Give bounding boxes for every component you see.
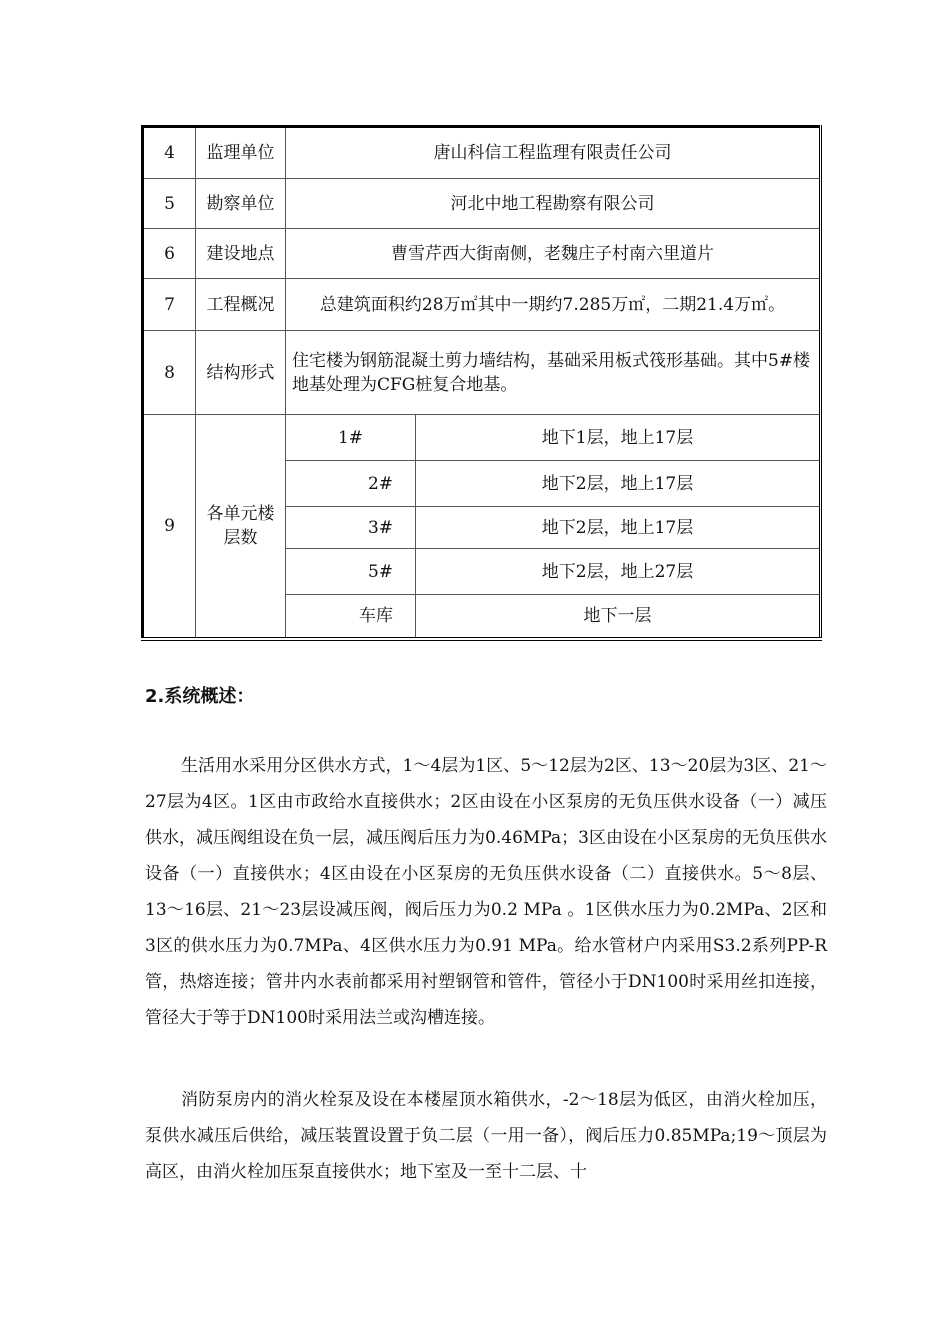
- paragraph-water-supply: 生活用水采用分区供水方式，1～4层为1区、5～12层为2区、13～20层为3区、21～27层为4区。1区由市政给水直接供水；2区由设在小区泵房的无负压供水设备（一）减压供水，减压阀组设在负一层，减压阀后压力为0.46MPa；3区由设在小区泵房的无负压供水设备（一）直接供水；4区由设在小区泵房的无负压供水设备（二）直接供水。5～8层、13～16层、21～23层设减压阀，阀后压力为0.2 MPa 。1区供水压力为0.2MPa、2区和3区的供水压力为0.7MPa、4区供水压力为0.91 MPa。给水管材户内采用S3.2系列PP-R管，热熔连接；管井内水表前都采用衬塑钢管和管件，管径小于DN100时采用丝扣连接，管径大于等于DN100时采用法兰或沟槽连接。: [145, 756, 827, 1028]
- unit-floors: 地下2层，地上27层: [416, 549, 821, 595]
- row-value: 住宅楼为钢筋混凝土剪力墙结构，基础采用板式筏形基础。其中5#楼地基处理为CFG桩复合地基。: [286, 331, 821, 415]
- row-label: 各单元楼层数: [196, 415, 286, 639]
- row-number: 6: [143, 229, 196, 279]
- row-label: 勘察单位: [196, 179, 286, 229]
- row-label: 结构形式: [196, 331, 286, 415]
- table-row: [143, 331, 821, 415]
- section-heading: 2.系统概述：: [145, 686, 255, 707]
- row-value: 唐山科信工程监理有限责任公司: [286, 127, 821, 179]
- paragraph-fire-protection: 消防泵房内的消火栓泵及设在本楼屋顶水箱供水，-2～18层为低区，由消火栓加压，泵供水减压后供给，减压装置设置于负二层（一用一备），阀后压力0.85MPa;19～顶层为高区，由消火栓加压泵直接供水；地下室及一至十二层、十: [145, 1090, 827, 1182]
- project-info-table: [141, 125, 822, 641]
- row-label: 建设地点: [196, 229, 286, 279]
- table-row: [143, 279, 821, 331]
- table-row: [143, 179, 821, 229]
- unit-name: 1#: [286, 415, 416, 461]
- unit-floors: 地下2层，地上17层: [416, 507, 821, 549]
- row-number: 9: [143, 415, 196, 639]
- unit-name: 车库: [286, 595, 416, 639]
- unit-name: 3#: [286, 507, 416, 549]
- table-row: [143, 127, 821, 179]
- row-number: 5: [143, 179, 196, 229]
- row-value: 河北中地工程勘察有限公司: [286, 179, 821, 229]
- row-value: 曹雪芹西大街南侧，老魏庄子村南六里道片: [286, 229, 821, 279]
- row-label: 监理单位: [196, 127, 286, 179]
- unit-name: 2#: [286, 461, 416, 507]
- unit-floors: 地下2层，地上17层: [416, 461, 821, 507]
- row-label: 工程概况: [196, 279, 286, 331]
- unit-floors: 地下1层，地上17层: [416, 415, 821, 461]
- unit-name: 5#: [286, 549, 416, 595]
- unit-floors: 地下一层: [416, 595, 821, 639]
- row-value: 总建筑面积约28万㎡其中一期约7.285万㎡，二期21.4万㎡。: [286, 279, 821, 331]
- row-number: 8: [143, 331, 196, 415]
- table-row: [143, 229, 821, 279]
- row-number: 7: [143, 279, 196, 331]
- row-number: 4: [143, 127, 196, 179]
- table-row: [143, 415, 821, 461]
